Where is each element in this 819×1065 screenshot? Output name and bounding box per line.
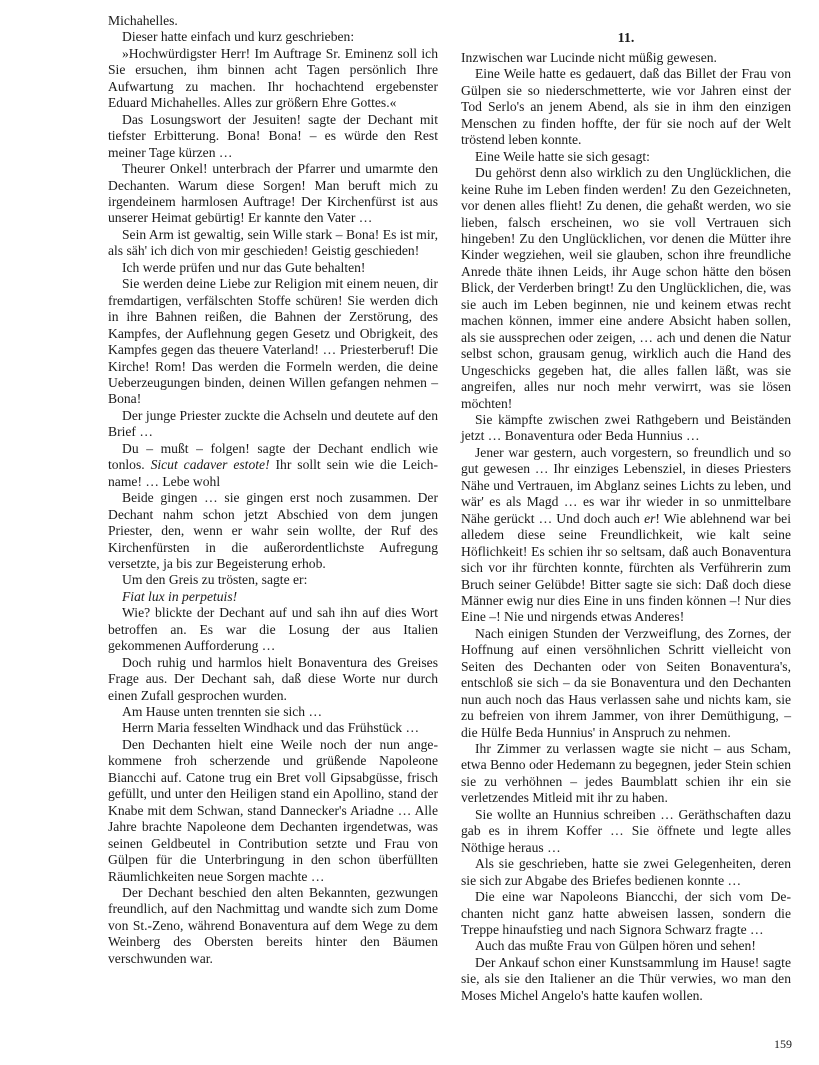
paragraph: Den Dechanten hielt eine Weile noch der nun angekommene froh scherzende und grüßende Napoleone Biancchi auf. Catone trug ein Bret voll Gipsabgüsse, frisch gefüllt, und unter den Heiligen stand ein Apollino, stand der Knabe mit dem Schwan, stand Dannecker's Ariadne … Alle Jahre brachte Napoleone dem Dechanten irgendetwas, was seinen Geldbeutel in Contribution setzte und Frau von Gülpen für die Unterbringung in den schon überfüllten Räumlichkeiten neue Sorgen machte … <box>108 736 438 884</box>
paragraph: »Hochwürdigster Herr! Im Auftrage Sr. Eminenz soll ich Sie ersuchen, ihm binnen acht Tagen persönlich Ihre Aufwartung zu machen. Ihr hochachtend ergebenster Eduard Michahelles. Alles zur größern Ehre Gottes.« <box>108 45 438 111</box>
paragraph: Sein Arm ist gewaltig, sein Wille stark – Bona! Es ist mir, als säh' ich dich von mir geschieden! Geistig geschieden! <box>108 226 438 259</box>
paragraph: Um den Greis zu trösten, sagte er: <box>122 572 308 588</box>
paragraph: Der Ankauf schon einer Kunstsammlung im Hause! sagte sie, als sie den Italiener an die Thür verwies, wo man den Moses Michel Angelo's hatte kaufen wollen. <box>461 954 791 1003</box>
paragraph: Du gehörst denn also wirklich zu den Unglücklichen, die keine Ruhe im Leben finden werden! Zu den Gezeichneten, vor denen alles flieht! Zu denen, die gehaßt werden, wo sie lieben, falsch erscheinen, wo sie voll Vertrauen sich hingeben! Zu den Unglücklichen, vor denen die Mütter ihre Kinder wegziehen, weil sie glauben, schon ihre freundliche Anrede thäte ihnen Leids, ihr Auge schon hätte den bösen Blick, der Verderben bringt! Zu den Unglücklichen, die, was sie auch im Leben beginnen, nie und keinem etwas recht machen können, immer eine andere Absicht haben sollen, als sie aussprechen oder zeigen, … ach und denen die Natur selbst schon, grausam genug, wirklich auch die Hand des Ungeschicks gegeben hat, die alles fallen läßt, was sie angreifen, alles nur noch mehr verwirrt, was sie lösen möchten! <box>461 165 791 411</box>
page-number: 159 <box>774 1037 792 1051</box>
paragraph: Ich werde prüfen und nur das Gute behalten! <box>122 259 366 275</box>
left-text-column <box>108 13 438 967</box>
paragraph: Sie werden deine Liebe zur Religion mit einem neuen, dir fremdartigen, verfälschten Stoffe schüren! Sie werden dich in ihre Bahnen reißen, die Bahnen der Zerstörung, des Kampfes, der Auflehnung gegen Gesetz und Obrigkeit, des Kampfes gegen das theuere Vaterland! … Priesterberuf! Die Kirche! Rom! Das werden die Formeln werden, die deine Ueberzeugungen binden, deinen Willen gefangen nehmen – Bona! <box>108 276 438 407</box>
paragraph: Wie? blickte der Dechant auf und sah ihn auf dies Wort betroffen an. Es war die Losung der aus Italien gekommenen Aufforderung … <box>108 605 438 654</box>
paragraph: Der Dechant beschied den alten Bekannten, gezwungen freundlich, auf den Nachmittag und wandte sich zum Dome von St.-Zeno, während Bonaventura auf dem Wege zu dem Weinberg des Obersten bereits hinter den Bäumen verschwunden war. <box>108 885 438 966</box>
paragraph: Als sie geschrieben, hatte sie zwei Gelegenheiten, deren sie sich zur Abgabe des Briefes bedienen konnte … <box>461 856 791 888</box>
paragraph: Michahelles. <box>108 13 178 28</box>
paragraph: Theurer Onkel! unterbrach der Pfarrer und umarmte den Dechanten. Warum diese Sorgen! Man beruft mich zu irgendeinem harmlosen Auftrage! Der Kirchenfürst ist aus unserer Heimat gebürtig! Er kannte den Vater … <box>108 161 438 226</box>
paragraph: Ihr Zimmer zu verlassen wagte sie nicht – aus Scham, etwa Benno oder Hedemann zu begegnen, jeder Stein schien sie zu verhöhnen – jedes Baumblatt schien ihr ein sie verletzendes Mitleid mit ihr zu haben. <box>461 741 791 806</box>
right-text-column <box>461 50 791 1004</box>
paragraph: Eine Weile hatte sie sich gesagt: <box>475 148 650 164</box>
paragraph: Jener war gestern, auch vorgestern, so freundlich und so gut gewesen … Ihr einziges Lebensziel, in dieses Priesters Nähe und Vertrauen, im Abglanz seines Lichts zu leben, und wär' es als Magd … es war ihr wieder in so unmittelbare Nähe gerückt … Und doch auch er! Wie ablehnend war bei alledem diese seine Freundlichkeit, wie kalt seine Höflichkeit! Es schien ihr so seltsam, daß auch Bonaventura sich vor ihr fürchten konnte, fürchten als Verführerin zum Bruch seiner Gelübde! Bitter sagte sie sich: Daß doch diese Männer ewig nur dies Eine in uns finden können –! Nur dies Eine –! Nie und nirgends etwas Anderes! <box>461 444 791 625</box>
paragraph: Der junge Priester zuckte die Achseln und deutete auf den Brief … <box>108 407 438 440</box>
paragraph: Dieser hatte einfach und kurz geschrieben: <box>122 29 355 45</box>
paragraph: Doch ruhig und harmlos hielt Bonaventura des Greises Frage aus. Der Dechant sah, daß diese Worte nur durch einen Zufall gesprochen wurden. <box>108 654 438 703</box>
paragraph: Inzwischen war Lucinde nicht müßig gewesen. <box>461 50 717 65</box>
paragraph: Beide gingen … sie gingen erst noch zusammen. Der Dechant nahm schon jetzt Abschied von dem jungen Priester, den, wenn er wahr sein wollte, der Ruf des Kirchenfürsten in die außerordentlichste Aufregung versetzte, ja bis zur Begeisterung erhob. <box>108 490 438 571</box>
paragraph: Die eine war Napoleons Biancchi, der sich vom Dechanten nicht ganz hatte abweisen lassen, sondern die Treppe hinaufstieg und nach Signora Schwarz fragte … <box>461 889 791 938</box>
paragraph: Sie wollte an Hunnius schreiben … Geräthschaften dazu gab es in ihrem Koffer … Sie öffnete und legte alles Nöthige heraus … <box>461 806 791 855</box>
paragraph: Nach einigen Stunden der Verzweiflung, des Zornes, der Hoffnung auf einen versöhnlichen Schritt vielleicht von Seiten des Dechanten oder von Seiten Bonaventura's, entschloß sie sich – da sie Bonaventura und den Dechanten nun auch noch das Haus verlassen sahe und nichts kam, sie zu befreien von ihrem Jammer, von ihrer Demüthigung, – die Hülfe Beda Hunnius' in Anspruch zu nehmen. <box>461 625 791 740</box>
paragraph: Sie kämpfte zwischen zwei Rathgebern und Beiständen jetzt … Bonaventura oder Beda Hunnius … <box>461 411 791 444</box>
paragraph: Das Losungswort der Jesuiten! sagte der Dechant mit tiefster Erbitterung. Bona! Bona! – es würde den Rest meiner Tage kürzen … <box>108 111 438 160</box>
paragraph: Auch das mußte Frau von Gülpen hören und sehen! <box>475 938 756 954</box>
chapter-heading: 11. <box>617 31 635 46</box>
paragraph: Am Hause unten trennten sie sich … <box>122 704 323 720</box>
paragraph: Du – mußt – folgen! sagte der Dechant endlich wie tonlos. Sicut cadaver estote! Ihr sollt sein wie die Leichname! … Lebe wohl <box>108 440 438 489</box>
paragraph: Herrn Maria fesselten Windhack und das Frühstück … <box>122 720 420 736</box>
paragraph: Eine Weile hatte es gedauert, daß das Billet der Frau von Gülpen sie so niederschmetterte, wie vor Jahren einst der Tod Serlo's an jenem Abend, als sie in ihm den einzigen Menschen zu finden hoffte, der für sie noch auf der Welt tröstend leben konnte. <box>461 66 791 148</box>
paragraph: Fiat lux in perpetuis! <box>122 588 238 604</box>
